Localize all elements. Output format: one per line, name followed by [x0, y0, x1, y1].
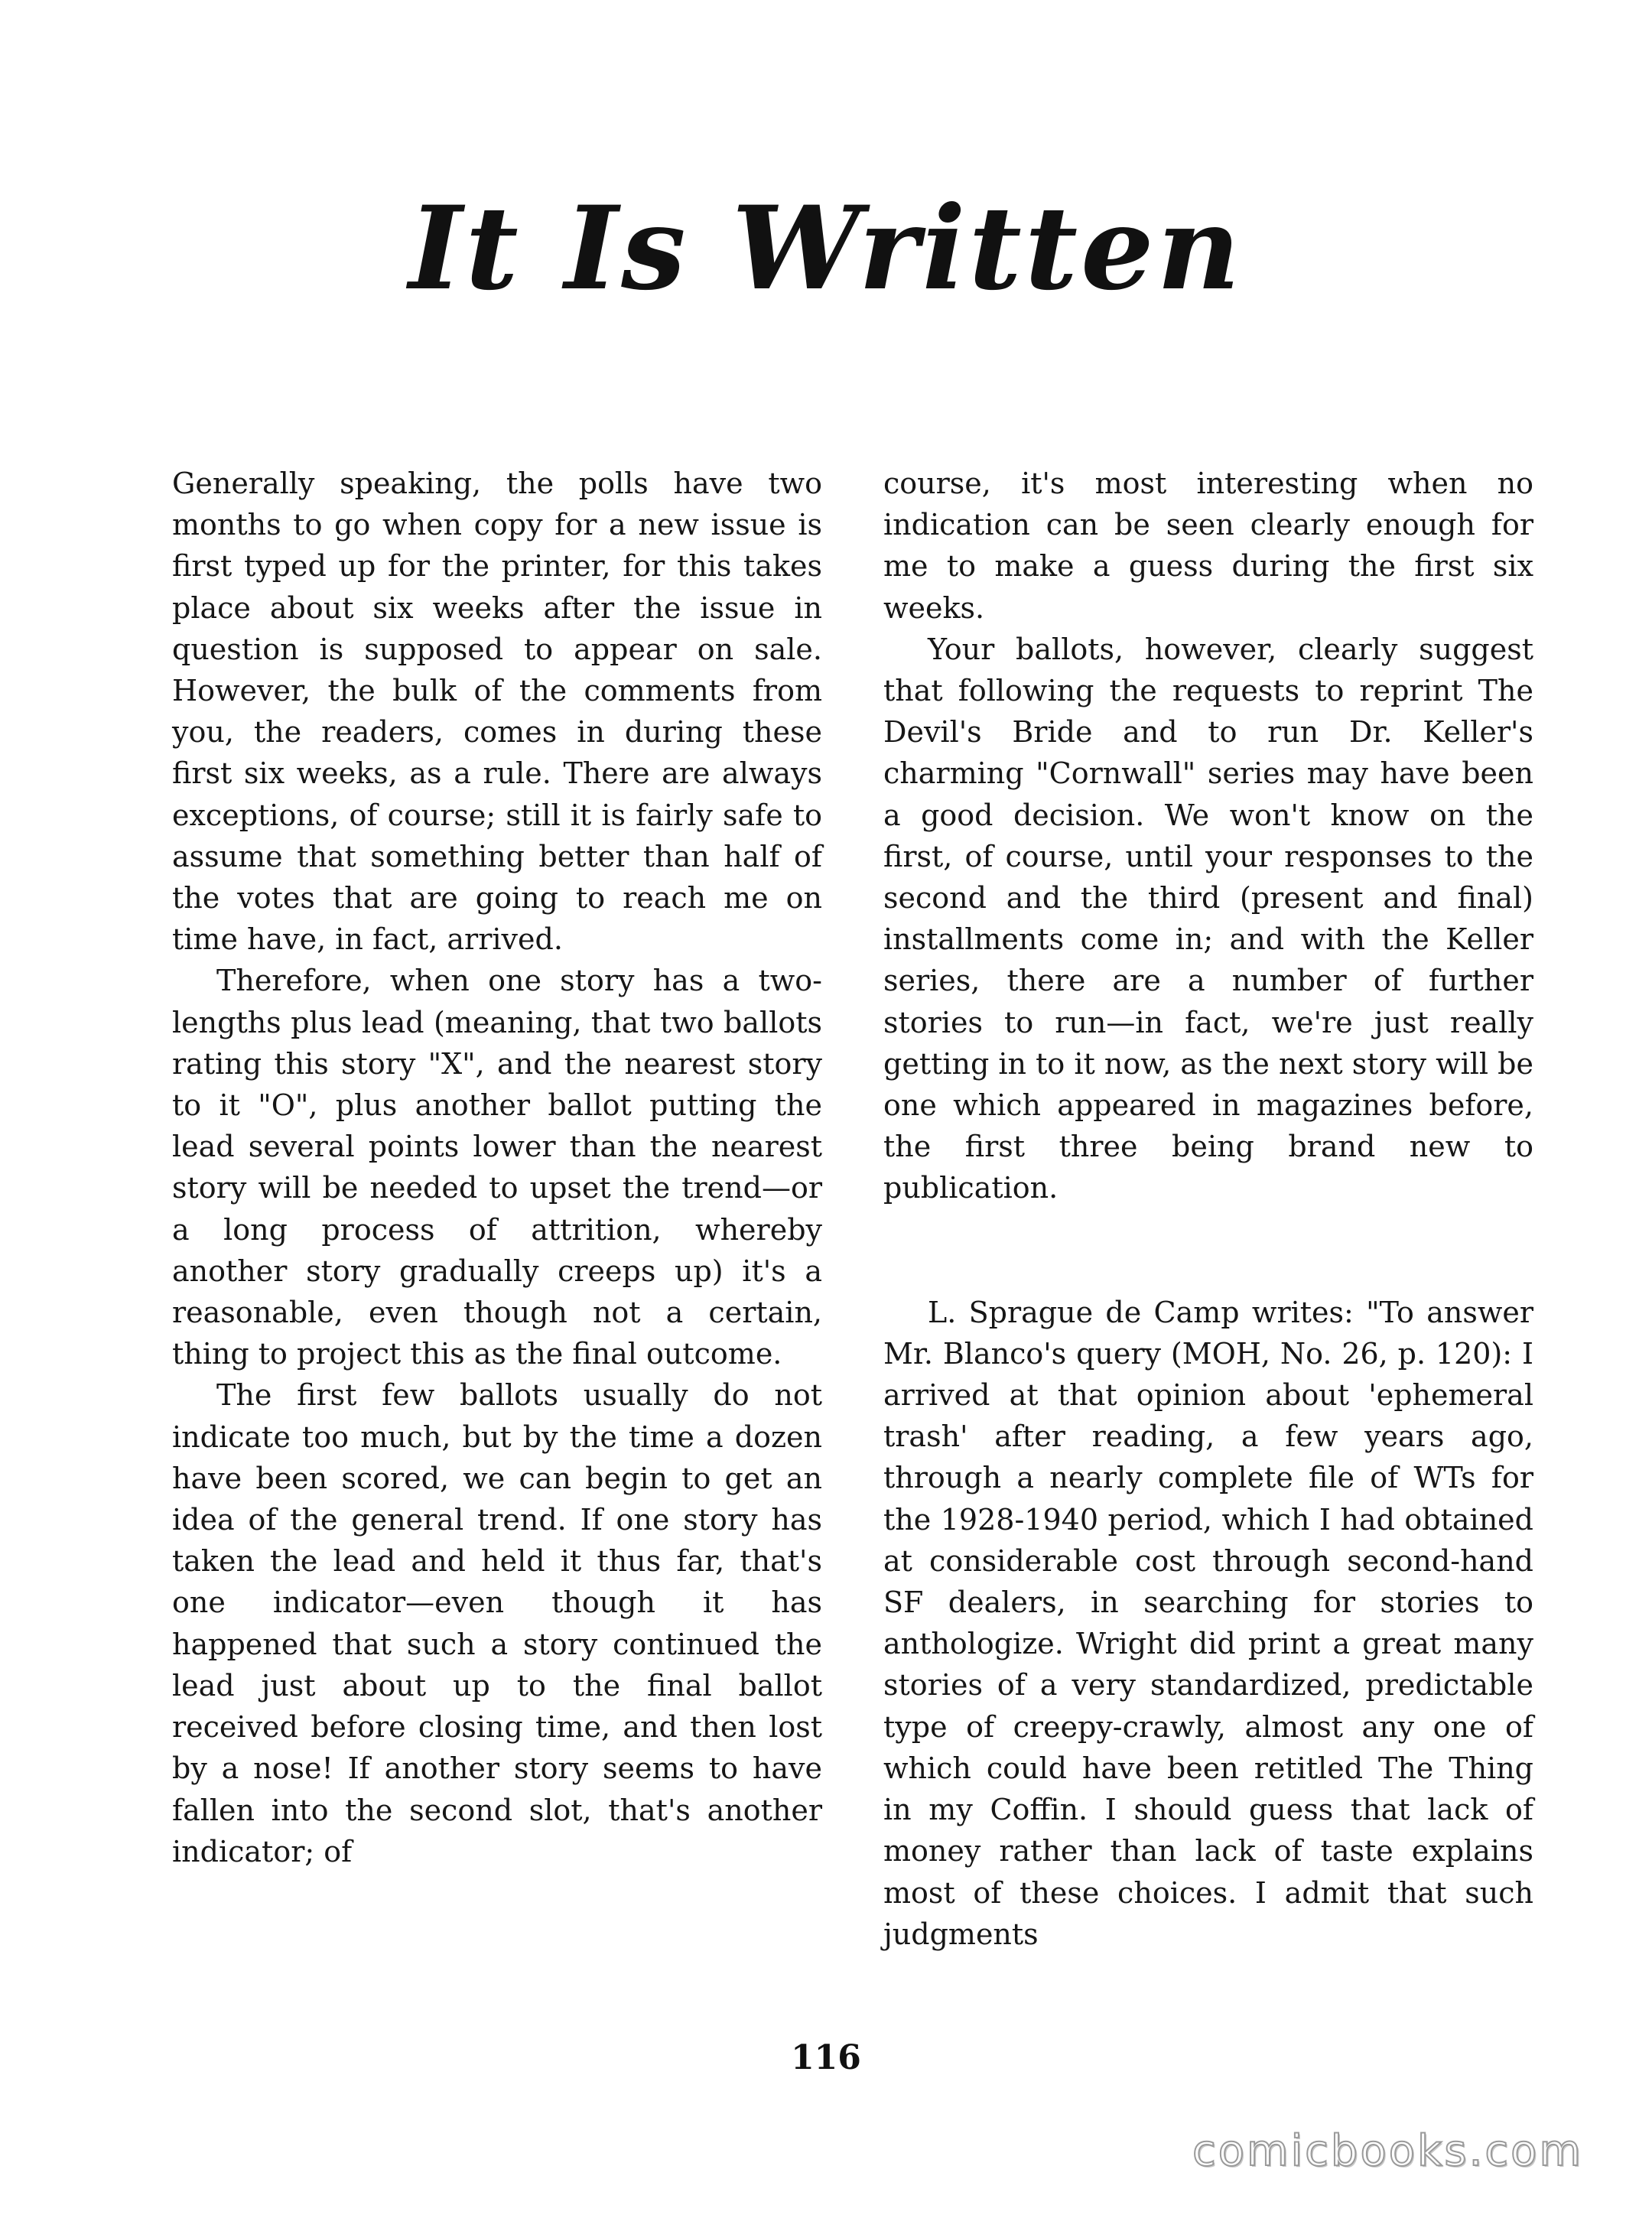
- page-number: 116: [791, 2038, 861, 2077]
- letter-paragraph: L. Sprague de Camp writes: "To answer Mr. Blanco's query (MOH, No. 26, p. 120): I arrived at that opinion about 'ephemeral trash' after reading, a few years ago, through a nearly complete file of WTs for the 1928-1940 period, which I had obtained at considerable cost through second-hand SF dealers, in searching for stories to anthologize. Wright did print a great many stories of a very standardized, predictable type of creepy-crawly, almost any one of which could have been retitled The Thing in my Coffin. I should guess that lack of money rather than lack of taste explains most of these choices. I admit that such judgments: [883, 1295, 1533, 1951]
- paragraph: Your ballots, however, clearly suggest that following the requests to reprint The Devil's Bride and to run Dr. Keller's charming "Cornwall" series may have been a good decision. We won't know on the first, of course, until your responses to the second and the third (present and final) installments come in; and with the Keller series, there are a number of further stories to run—in fact, we're just really getting in to it now, as the next story will be one which appeared in magazines before, the first three being brand new to publication.: [883, 632, 1533, 1205]
- paragraph: Therefore, when one story has a two-lengths plus lead (meaning, that two ballots rating this story "X", and the nearest story to it "O", plus another ballot putting the lead several points lower than the nearest story will be needed to upset the trend—or a long process of attrition, whereby another story gradually creeps up) it's a reasonable, even though not a certain, thing to project this as the final outcome.: [172, 964, 822, 1371]
- left-column: [172, 463, 822, 1872]
- paragraph: Generally speaking, the polls have two months to go when copy for a new issue is first typed up for the printer, for this takes place about six weeks after the issue in question is supposed to appear on sale. However, the bulk of the comments from you, the readers, comes in during these first six weeks, as a rule. There are always exceptions, of course; still it is fairly safe to assume that something better than half of the votes that are going to reach me on time have, in fact, arrived.: [172, 467, 822, 957]
- page-title: It Is Written: [408, 181, 1244, 316]
- paragraph: course, it's most interesting when no indication can be seen clearly enough for me to make a guess during the first six weeks.: [883, 467, 1533, 625]
- watermark-logo: comicbooks.com: [1192, 2126, 1583, 2176]
- right-column: [883, 463, 1533, 1955]
- paragraph: The first few ballots usually do not indicate too much, but by the time a dozen have been scored, we can begin to get an idea of the general trend. If one story has taken the lead and held it thus far, that's one indicator—even though it has happened that such a story continued the lead just about up to the final ballot received before closing time, and then lost by a nose! If another story seems to have fallen into the second slot, that's another indicator; of: [172, 1378, 822, 1868]
